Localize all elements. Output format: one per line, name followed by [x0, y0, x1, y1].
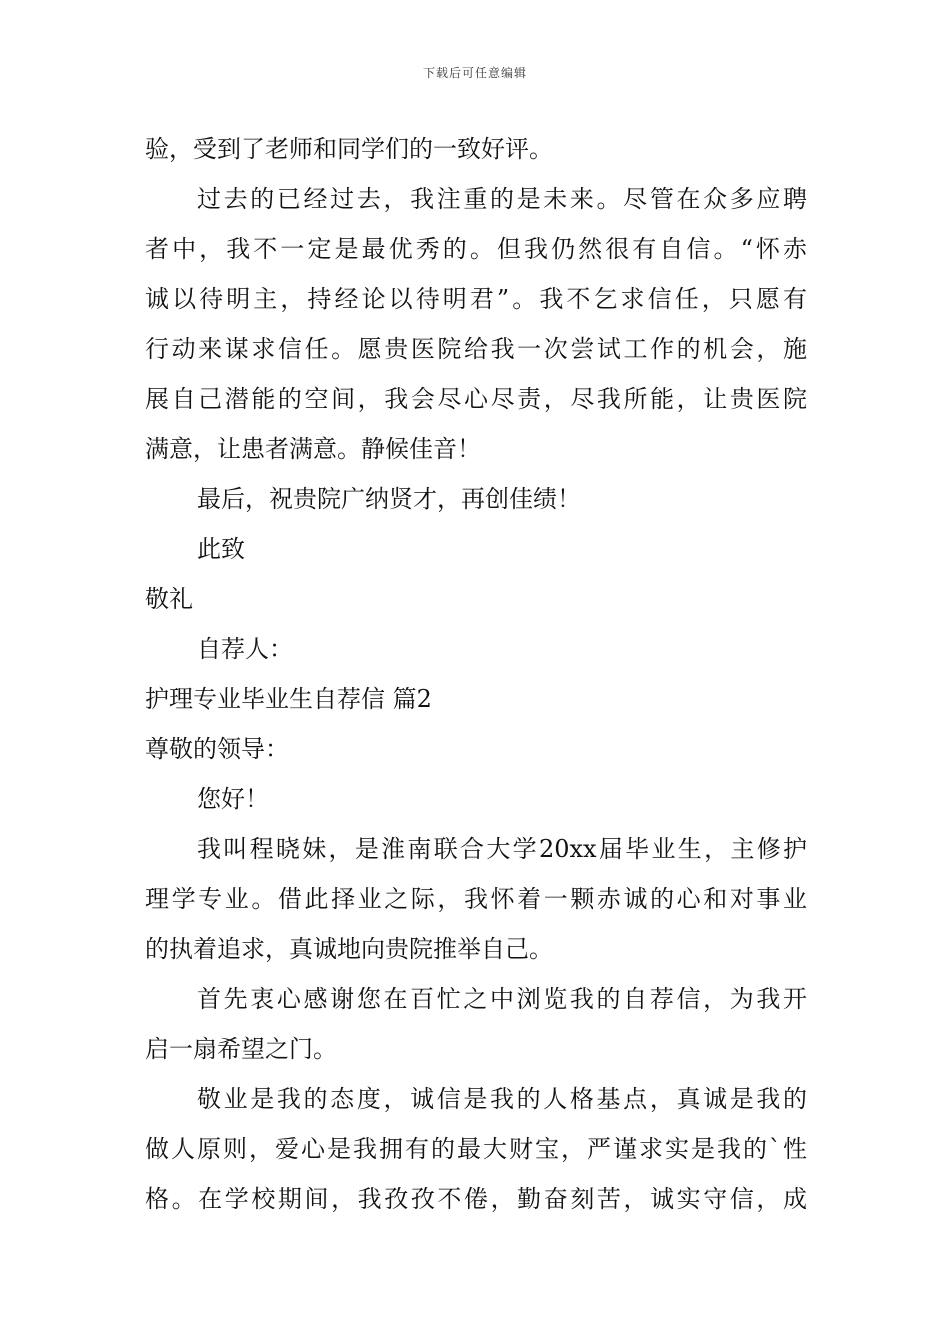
text-line: 者中，我不一定是最优秀的。但我仍然很有自信。“怀赤 [145, 235, 807, 263]
text-line: 做人原则，爱心是我拥有的最大财宝，严谨求实是我的`性 [145, 1135, 807, 1163]
text-line: 启一扇希望之门。 [145, 1035, 337, 1063]
text-line: 过去的已经过去，我注重的是未来。尽管在众多应聘 [197, 185, 807, 213]
text-line: 理学专业。借此择业之际，我怀着一颗赤诚的心和对事业 [145, 885, 807, 913]
text-line: 尊敬的领导： [145, 735, 289, 763]
text-line: 您好！ [197, 785, 269, 813]
text-line: 最后，祝贵院广纳贤才，再创佳绩！ [197, 485, 581, 513]
text-line: 的执着追求，真诚地向贵院推举自己。 [145, 935, 553, 963]
document-body [145, 124, 807, 1224]
text-line: 满意，让患者满意。静候佳音！ [145, 435, 481, 463]
text-line: 自荐人： [197, 635, 293, 663]
text-line: 此致 [197, 535, 245, 563]
section-title: 护理专业毕业生自荐信 篇2 [145, 685, 432, 713]
text-line: 诚以待明主，持经论以待明君”。我不乞求信任，只愿有 [145, 285, 807, 313]
text-line: 行动来谋求信任。愿贵医院给我一次尝试工作的机会，施 [145, 335, 807, 363]
text-line: 展自己潜能的空间，我会尽心尽责，尽我所能，让贵医院 [145, 385, 807, 413]
text-line: 首先衷心感谢您在百忙之中浏览我的自荐信，为我开 [197, 985, 807, 1013]
text-line: 验，受到了老师和同学们的一致好评。 [145, 135, 553, 163]
text-line: 敬礼 [145, 585, 193, 613]
text-line: 我叫程晓妹，是淮南联合大学20xx届毕业生，主修护 [197, 835, 807, 863]
text-line: 敬业是我的态度，诚信是我的人格基点，真诚是我的 [197, 1085, 807, 1113]
page-header: 下载后可任意编辑 [422, 66, 527, 80]
text-line: 格。在学校期间，我孜孜不倦，勤奋刻苦，诚实守信，成 [145, 1185, 807, 1213]
